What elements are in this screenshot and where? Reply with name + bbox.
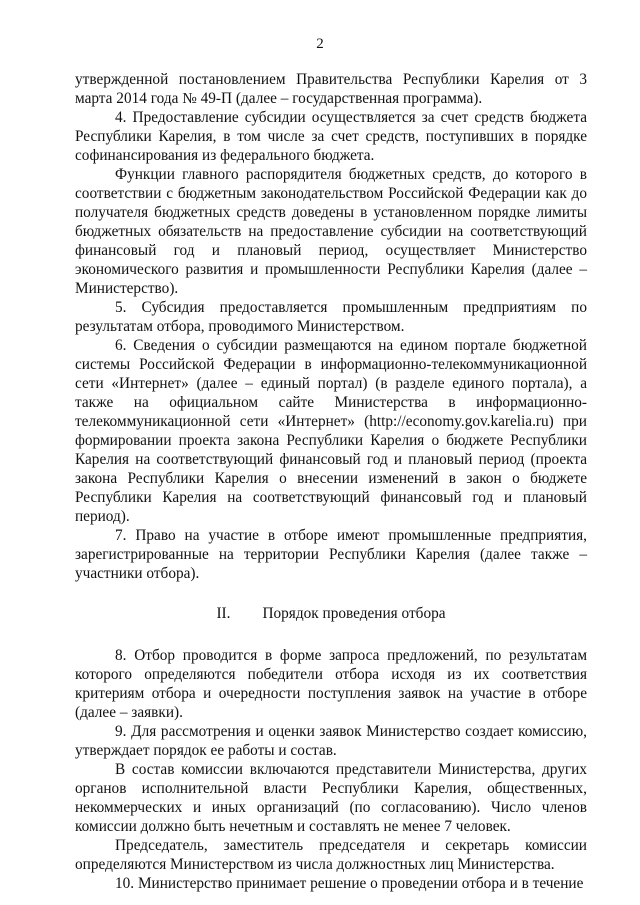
paragraph-4: 4. Предоставление субсидии осуществляется за счет средств бюджета Республики Карелия, в том числе за счет средств, поступивших в порядке софинансирования из федерального бюджета. (75, 109, 587, 164)
paragraph-main-administrator: Функции главного распорядителя бюджетных средств, до которого в соответствии с бюджетным законодательством Российской Федерации как до получателя бюджетных средств доведены в установленном порядке лимиты бюджетных обязательств на предоставление субсидии на соответствующий финансовый год и плановый период, осуществляет Министерство экономического развития и промышленности Республики Карелия (далее – Министерство). (75, 166, 587, 297)
paragraph-9: 9. Для рассмотрения и оценки заявок Министерство создает комиссию, утверждает порядок ее работы и состав. (75, 723, 587, 759)
paragraph-continuation: утвержденной постановлением Правительства Республики Карелия от 3 марта 2014 года № 49-П (далее – государственная программа). (75, 71, 587, 107)
section-number: II. (216, 605, 231, 622)
paragraph-6: 6. Сведения о субсидии размещаются на едином портале бюджетной системы Российской Федерации в информационно-телекоммуникационной сети «Интернет» (далее – единый портал) (в разделе единого портала), а также на официальном сайте Министерства в информационно-телекоммуникационной сети «Интернет» (http://economy.gov.karelia.ru) при формировании проекта закона Республики Карелия о бюджете Республики Карелия на соответствующий финансовый год и плановый период (проекта закона Республики Карелия о внесении изменений в закон о бюджете Республики Карелия на соответствующий финансовый год и плановый период). (75, 337, 587, 525)
paragraph-chairman: Председатель, заместитель председателя и секретарь комиссии определяются Министерством из числа должностных лиц Министерства. (75, 837, 587, 873)
page-number: 2 (316, 36, 324, 52)
paragraph-10: 10. Министерство принимает решение о проведении отбора и в течение (115, 875, 584, 892)
document-body (75, 70, 587, 893)
section-title: Порядок проведения отбора (262, 605, 446, 622)
paragraph-8: 8. Отбор проводится в форме запроса предложений, по результатам которого определяются победители отбора исходя из их соответствия критериям отбора и очередности поступления заявок на участие в отборе (далее – заявки). (75, 647, 587, 721)
paragraph-5: 5. Субсидия предоставляется промышленным предприятиям по результатам отбора, проводимого Министерством. (75, 299, 587, 335)
section-heading (75, 604, 587, 623)
paragraph-commission-members: В состав комиссии включаются представители Министерства, других органов исполнительной власти Республики Карелия, общественных, некоммерческих и иных организаций (по согласованию). Число членов комиссии должно быть нечетным и составлять не менее 7 человек. (75, 761, 587, 835)
paragraph-7: 7. Право на участие в отборе имеют промышленные предприятия, зарегистрированные на территории Республики Карелия (далее также – участники отбора). (75, 527, 587, 582)
